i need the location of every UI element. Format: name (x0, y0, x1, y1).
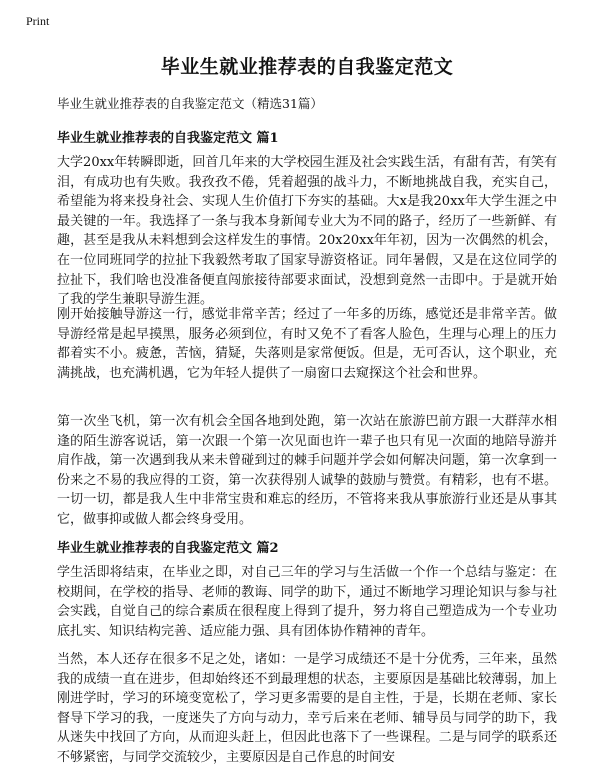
section-1-paragraph-2: 刚开始接触导游这一行，感觉非常辛苦；经过了一年多的历练，感觉还是非常辛苦。做导游经常是起早摸黑，服务必须到位，有时又免不了看客人脸色，生理与心理上的压力都着实不小。疲惫，苦恼，猜疑，失落则是家常便饭。但是，无可否认，这个职业，充满挑战，也充满机遇，它为年轻人提供了一扇窗口去窥探这个社会和世界。 (57, 307, 557, 381)
section-2-paragraph-2: 当然，本人还存在很多不足之处，诸如：一是学习成绩还不是十分优秀，三年来，虽然我的成绩一直在进步，但却始终还不到最理想的状态，主要原因是基础比较薄弱，加上刚进学时，学习的环境变宽松了，学习更多需要的是自主性，于是，长期在老师、家长督导下学习的我，一度迷失了方向与动力，幸亏后来在老师、辅导员与同学的助下，我从迷失中找回了方向，从而迎头赶上，但因此也落下了一些课程。二是与同学的联系还不够紧密，与同学交流较少，主要原因是自己作息的时间安 (57, 652, 557, 765)
section-2-paragraph-1: 学生活即将结束，在毕业之即，对自己三年的学习与生活做一个作一个总结与鉴定：在校期间，在学校的指导、老师的教诲、同学的助下，通过不断地学习理论知识与参与社会实践，自觉自己的综合素质在很程度上得到了提升，努力将自己塑造成为一个专业功底扎实、知识结构完善、适应能力强、具有团体协作精神的青年。 (57, 565, 557, 639)
section-heading-1: 毕业生就业推荐表的自我鉴定范文 篇1 (57, 131, 279, 146)
document-subtitle: 毕业生就业推荐表的自我鉴定范文（精选31篇） (57, 96, 323, 111)
document-title: 毕业生就业推荐表的自我鉴定范文 (160, 56, 454, 78)
section-1-paragraph-3: 第一次坐飞机，第一次有机会全国各地到处跑，第一次站在旅游巴前方跟一大群萍水相逢的陌生游客说话，第一次跟一个第一次见面也许一辈子也只有见一次面的地陪导游并肩作战，第一次遇到我从来未曾碰到过的棘手问题并学会如何解决问题，第一次拿到一份来之不易的我应得的工资，第一次获得别人诚挚的鼓励与赞赏。有精彩，也有不堪。一切一切，都是我人生中非常宝贵和难忘的经历，不管将来我从事旅游行业还是从事其它，做事抑或做人都会终身受用。 (57, 414, 557, 527)
section-heading-2: 毕业生就业推荐表的自我鉴定范文 篇2 (57, 541, 279, 556)
section-1-paragraph-1: 大学20xx年转瞬即逝，回首几年来的大学校园生涯及社会实践生活，有甜有苦，有笑有泪，有成功也有失败。我孜孜不倦，凭着超强的战斗力，不断地挑战自我，充实自己，希望能为将来投身社会、实现人生价值打下夯实的基础。大x是我20xx年大学生涯之中最关键的一年。我选择了一条与我本身新闻专业大为不同的路子，经历了一些新鲜、有趣，甚至是我从未料想到会这样发生的事情。20x20xx年年初，因为一次偶然的机会，在一位同班同学的拉扯下我毅然考取了国家导游资格证。同年暑假，又是在这位同学的拉扯下，我们啥也没准备便直闯旅接待部要求面试，没想到竟然一击即中。于是就开始了我的学生兼职导游生涯。 (57, 155, 557, 308)
print-label[interactable]: Print (26, 14, 50, 28)
